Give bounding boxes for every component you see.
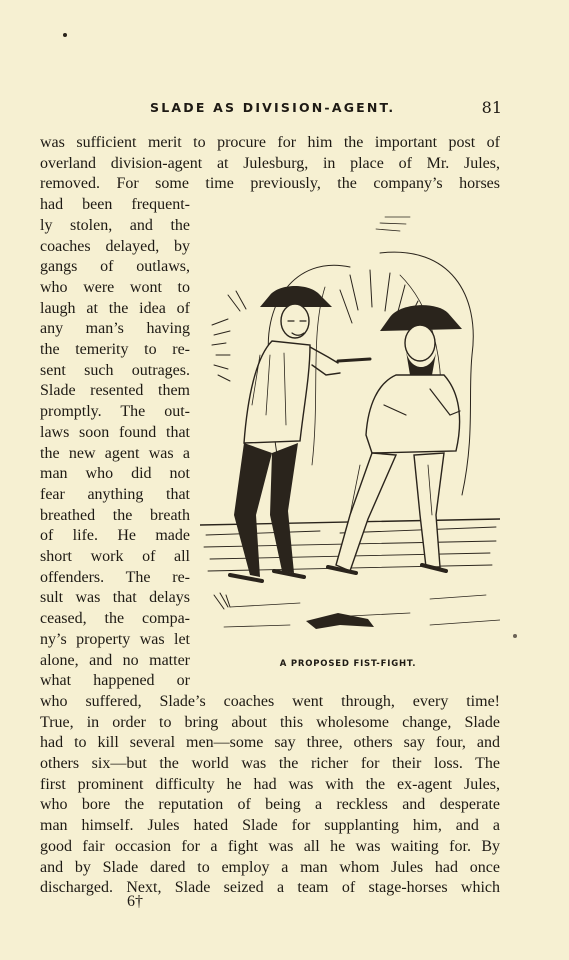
text-line: of life. He made [40,527,190,545]
text-line: discharged. Next, Slade seized a team of stage-horses which [40,879,500,897]
text-line: fear anything that [40,485,190,503]
text-line: Slade resented them [40,382,190,400]
page-number: 81 [481,98,502,117]
text-line: sult was that delays [40,589,190,607]
text-line: had to kill several men—some say three, others say four, and [40,734,500,752]
text-line: True, in order to bring about this wholesome change, Slade [40,713,500,731]
text-line: who bore the reputation of being a reckless and desperate [40,796,500,814]
text-line: who suffered, Slade’s coaches went through, every time! [40,692,500,710]
ink-speck [513,634,517,638]
text-line: the new agent was a [40,444,190,462]
text-line: man who did not [40,465,190,483]
text-line: short work of all [40,548,190,565]
text-line: good fair occasion for a fight was all he was waiting for. By [40,837,500,855]
text-line: offenders. The re- [40,568,190,586]
text-line: alone, and no matter [40,651,190,669]
text-line: man himself. Jules hated Slade for supplanting him, and a [40,817,500,835]
running-head-title: SLADE AS DIVISION-AGENT. [150,100,396,115]
text-line: the temerity to re- [40,341,190,358]
text-line: who were wont to [40,278,190,296]
fist-fight-illustration [200,215,500,655]
ink-speck [63,33,67,37]
text-line: any man’s having [40,320,190,338]
text-line: had been frequent- [40,196,190,214]
signature-mark: 6† [127,893,143,910]
text-line: others six—but the world was the richer for their loss. The [40,755,500,772]
text-line: breathed the breath [40,506,190,524]
text-line: ceased, the compa- [40,610,190,628]
text-line: promptly. The out- [40,403,190,421]
figure-caption: A PROPOSED FIST-FIGHT. [279,659,417,669]
text-line: was sufficient merit to procure for him the important post of [40,134,500,151]
text-line: and by Slade dared to employ a man whom Jules had once [40,858,500,876]
text-line: sent such outrages. [40,361,190,379]
text-line: ny’s property was let [40,630,190,648]
text-line: coaches delayed, by [40,237,190,255]
text-line: removed. For some time previously, the company’s horses [40,175,500,193]
text-line: overland division-agent at Julesburg, in place of Mr. Jules, [40,154,500,172]
text-line: laugh at the idea of [40,299,190,317]
text-line: laws soon found that [40,423,190,441]
running-head [40,98,502,120]
text-line: gangs of outlaws, [40,258,190,276]
text-line: ly stolen, and the [40,216,190,234]
text-line: what happened or [40,672,190,690]
text-line: first prominent difficulty he had was with the ex-agent Jules, [40,775,500,793]
